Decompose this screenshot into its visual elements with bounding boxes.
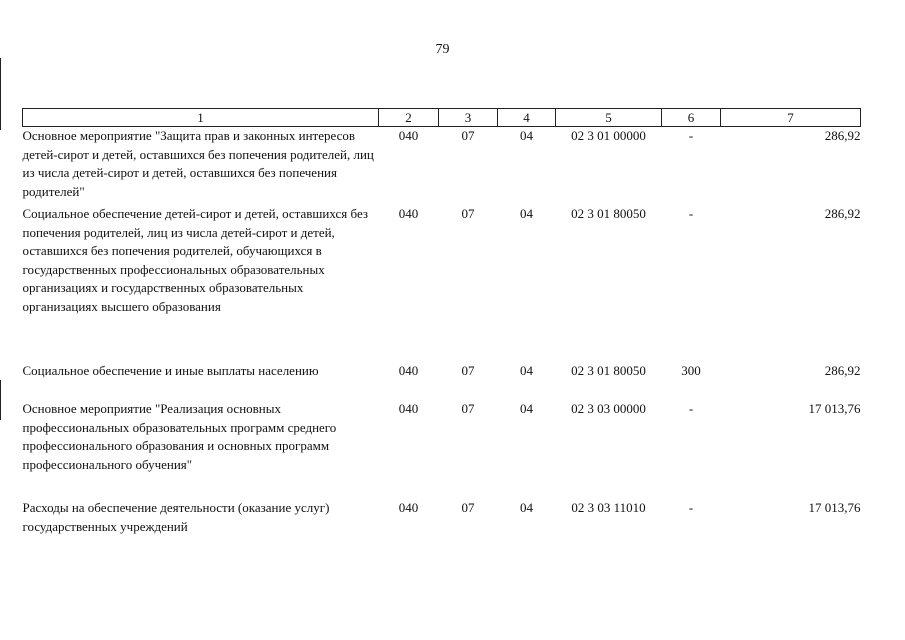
row-target-code: 02 3 03 11010 <box>571 500 646 515</box>
row-subsection-code: 04 <box>520 401 533 416</box>
row-expense-type: - <box>688 401 694 416</box>
column-header: 7 <box>721 109 861 127</box>
row-amount: 17 013,76 <box>808 500 861 515</box>
budget-table <box>22 108 861 539</box>
row-amount: 286,92 <box>824 206 861 221</box>
row-subsection-code: 04 <box>520 128 533 143</box>
table-row <box>23 499 861 539</box>
row-section-code: 07 <box>461 363 475 378</box>
page-number: 79 <box>435 42 450 57</box>
row-expense-type: 300 <box>681 363 701 378</box>
row-expense-type: - <box>688 128 694 143</box>
row-target-code: 02 3 03 00000 <box>571 401 646 416</box>
row-ministry-code: 040 <box>398 128 419 143</box>
row-name: Социальное обеспечение и иные выплаты населению <box>22 363 319 378</box>
row-name: Основное мероприятие "Реализация основных профессиональных образовательных программ среднего профессионального образования и основных программ профессионального обучения" <box>22 401 337 472</box>
row-section-code: 07 <box>461 128 475 143</box>
row-target-code: 02 3 01 00000 <box>571 128 646 143</box>
row-section-code: 07 <box>461 500 475 515</box>
row-name: Основное мероприятие "Защита прав и законных интересов детей-сирот и детей, оставшихся без попечения родителей, лиц из числа детей-сирот и детей, оставшихся без попечения родителей" <box>22 128 374 199</box>
column-header: 2 <box>379 109 439 127</box>
table-row <box>23 362 861 400</box>
row-name: Расходы на обеспечение деятельности (оказание услуг) государственных учреждений <box>22 500 330 534</box>
row-ministry-code: 040 <box>398 206 419 221</box>
row-subsection-code: 04 <box>520 206 533 221</box>
row-amount: 286,92 <box>824 128 861 143</box>
row-amount: 286,92 <box>824 363 861 378</box>
column-header: 1 <box>23 109 379 127</box>
row-amount: 17 013,76 <box>808 401 861 416</box>
row-expense-type: - <box>688 500 694 515</box>
row-target-code: 02 3 01 80050 <box>571 363 646 378</box>
left-edge-mark <box>0 380 1 420</box>
row-expense-type: - <box>688 206 694 221</box>
column-header: 5 <box>556 109 662 127</box>
column-header: 6 <box>662 109 721 127</box>
row-subsection-code: 04 <box>520 500 533 515</box>
row-ministry-code: 040 <box>398 500 419 515</box>
table-row <box>23 400 861 499</box>
column-header: 3 <box>439 109 498 127</box>
table-row <box>23 205 861 362</box>
row-target-code: 02 3 01 80050 <box>571 206 646 221</box>
row-ministry-code: 040 <box>398 401 419 416</box>
column-header: 4 <box>498 109 556 127</box>
row-name: Социальное обеспечение детей-сирот и детей, оставшихся без попечения родителей, лиц из числа детей-сирот и детей, оставшихся без попечения родителей, обучающихся в государственных профессиональных образовательных организациях и государственных образовательных организациях высшего образования <box>22 206 369 314</box>
row-section-code: 07 <box>461 401 475 416</box>
table-header-row <box>23 109 861 127</box>
row-ministry-code: 040 <box>398 363 419 378</box>
left-edge-mark <box>0 58 1 130</box>
row-section-code: 07 <box>461 206 475 221</box>
row-subsection-code: 04 <box>520 363 533 378</box>
table-row <box>23 127 861 206</box>
